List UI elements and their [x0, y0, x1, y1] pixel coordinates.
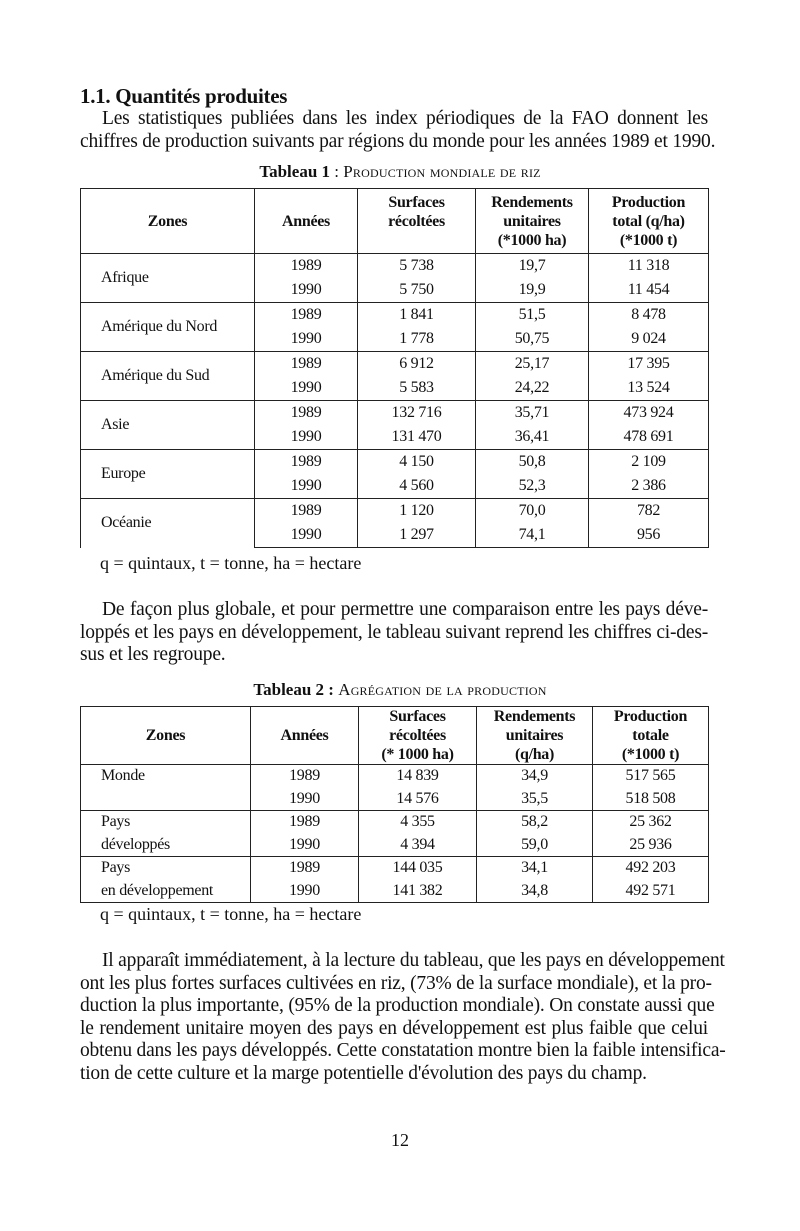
header-line: Surfaces [388, 193, 445, 211]
production-cell: 9 024 [589, 327, 709, 352]
table-row [81, 834, 709, 857]
production-cell: 473 924 [589, 401, 709, 426]
surface-cell: 1 297 [358, 523, 476, 548]
table1-caption [0, 162, 800, 182]
rendement-cell: 59,0 [477, 834, 593, 857]
surface-cell: 4 560 [358, 474, 476, 499]
header-line: Production [613, 708, 688, 725]
header-line: Rendements [491, 193, 573, 211]
table-row [81, 811, 709, 834]
surface-cell: 14 576 [359, 788, 477, 811]
rendement-cell: 35,71 [476, 401, 589, 426]
year-cell: 1990 [251, 834, 359, 857]
header-line: Surfaces [389, 708, 446, 725]
table-row [81, 880, 709, 903]
surface-cell: 132 716 [358, 401, 476, 426]
surface-cell: 5 750 [358, 278, 476, 303]
table1-caption-label: Tableau 1 [259, 162, 331, 181]
paragraph-line: duction la plus importante, (95% de la production mondiale). On constate aussi que [80, 995, 715, 1016]
paragraph-line: Il apparaît immédiatement, à la lecture du tableau, que les pays en développement [102, 950, 725, 971]
year-cell: 1990 [255, 523, 358, 548]
header-zones: Zones [81, 189, 255, 254]
table-row [81, 450, 709, 475]
header-surfaces [358, 189, 476, 254]
surface-cell: 1 120 [358, 499, 476, 524]
header-production [589, 189, 709, 254]
surface-cell: 1 841 [358, 303, 476, 328]
surface-cell: 4 150 [358, 450, 476, 475]
paragraph-line: tion de cette culture et la marge potentielle d'évolution des pays du champ. [80, 1062, 647, 1084]
surface-cell: 5 738 [358, 254, 476, 279]
year-cell: 1989 [255, 303, 358, 328]
rendement-cell: 34,1 [477, 857, 593, 880]
table2-caption [0, 680, 800, 700]
zone-cell: Pays [81, 811, 251, 834]
production-cell: 17 395 [589, 352, 709, 377]
header-line: (q/ha) [514, 746, 555, 763]
page-number: 12 [391, 1130, 409, 1150]
surface-cell: 141 382 [359, 880, 477, 903]
rendement-cell: 36,41 [476, 425, 589, 450]
surface-cell: 131 470 [358, 425, 476, 450]
table-row [81, 303, 709, 328]
production-cell: 25 936 [593, 834, 709, 857]
zone-cell: Océanie [81, 499, 255, 548]
year-cell: 1989 [255, 499, 358, 524]
header-line: totale [632, 727, 669, 744]
zone-cell: en développement [81, 880, 251, 903]
table2-caption-label: Tableau 2 : [253, 680, 334, 699]
rendement-cell: 34,8 [477, 880, 593, 903]
production-cell: 478 691 [589, 425, 709, 450]
conclusion-paragraph [80, 950, 726, 1085]
paragraph-line: sus et les regroupe. [80, 644, 226, 665]
rendement-cell: 19,7 [476, 254, 589, 279]
table-header-row [81, 707, 709, 765]
production-cell: 11 454 [589, 278, 709, 303]
production-cell: 13 524 [589, 376, 709, 401]
production-cell: 492 571 [593, 880, 709, 903]
year-cell: 1990 [255, 278, 358, 303]
surface-cell: 4 355 [359, 811, 477, 834]
rendement-cell: 51,5 [476, 303, 589, 328]
zone-cell: Pays [81, 857, 251, 880]
header-line: unitaires [505, 727, 564, 744]
production-cell: 517 565 [593, 765, 709, 788]
header-annees: Années [255, 189, 358, 254]
table-production-mondiale [80, 188, 709, 548]
header-surfaces [359, 707, 477, 765]
surface-cell: 1 778 [358, 327, 476, 352]
surface-cell: 14 839 [359, 765, 477, 788]
paragraph-line: le rendement unitaire moyen des pays en développement est plus faible que celui [80, 1017, 708, 1039]
zone-cell: Asie [81, 401, 255, 450]
surface-cell: 5 583 [358, 376, 476, 401]
year-cell: 1989 [251, 811, 359, 834]
surface-cell: 4 394 [359, 834, 477, 857]
production-cell: 11 318 [589, 254, 709, 279]
year-cell: 1989 [255, 450, 358, 475]
production-cell: 2 386 [589, 474, 709, 499]
surface-cell: 6 912 [358, 352, 476, 377]
header-zones: Zones [81, 707, 251, 765]
paragraph-line: loppés et les pays en développement, le tableau suivant reprend les chiffres ci-des- [80, 621, 708, 643]
year-cell: 1990 [255, 474, 358, 499]
zone-cell: Amérique du Nord [81, 303, 255, 352]
production-cell: 782 [589, 499, 709, 524]
rendement-cell: 34,9 [477, 765, 593, 788]
zone-cell: développés [81, 834, 251, 857]
header-line: (*1000 t) [621, 746, 680, 763]
table-row [81, 254, 709, 279]
rendement-cell: 70,0 [476, 499, 589, 524]
zone-cell: Afrique [81, 254, 255, 303]
header-line: (*1000 ha) [497, 231, 567, 249]
production-cell: 956 [589, 523, 709, 548]
table-row [81, 765, 709, 788]
header-line: unitaires [503, 212, 561, 230]
header-annees: Années [251, 707, 359, 765]
header-production [593, 707, 709, 765]
header-line: récoltées [388, 212, 445, 230]
rendement-cell: 50,75 [476, 327, 589, 352]
header-line: (* 1000 ha) [381, 746, 454, 763]
section-heading: 1.1. Quantités produites [80, 84, 288, 108]
header-rendements [477, 707, 593, 765]
year-cell: 1989 [251, 765, 359, 788]
table1-caption-sep: : [330, 162, 344, 181]
year-cell: 1989 [255, 254, 358, 279]
zone-cell [81, 788, 251, 811]
rendement-cell: 74,1 [476, 523, 589, 548]
intro-paragraph [80, 108, 716, 153]
year-cell: 1989 [255, 401, 358, 426]
surface-cell: 144 035 [359, 857, 477, 880]
production-cell: 2 109 [589, 450, 709, 475]
table1-caption-title: Production mondiale de riz [343, 162, 541, 181]
zone-cell: Monde [81, 765, 251, 788]
table-header-row [81, 189, 709, 254]
transition-paragraph [80, 599, 708, 667]
rendement-cell: 25,17 [476, 352, 589, 377]
production-cell: 518 508 [593, 788, 709, 811]
header-rendements [476, 189, 589, 254]
rendement-cell: 35,5 [477, 788, 593, 811]
production-cell: 25 362 [593, 811, 709, 834]
table-row [81, 401, 709, 426]
table-row [81, 499, 709, 524]
table2-caption-title: Agrégation de la production [338, 680, 547, 699]
rendement-cell: 58,2 [477, 811, 593, 834]
table-row [81, 788, 709, 811]
production-cell: 8 478 [589, 303, 709, 328]
header-line: total (q/ha) [612, 212, 685, 230]
table-row [81, 857, 709, 880]
header-line [358, 231, 475, 250]
year-cell: 1989 [251, 857, 359, 880]
paragraph-line: obtenu dans les pays développés. Cette constatation montre bien la faible intensifica- [80, 1040, 726, 1061]
header-line: (*1000 t) [619, 231, 678, 249]
table1-units-note: q = quintaux, t = tonne, ha = hectare [100, 553, 362, 573]
rendement-cell: 19,9 [476, 278, 589, 303]
zone-cell: Europe [81, 450, 255, 499]
header-line: Rendements [493, 708, 576, 725]
year-cell: 1990 [255, 425, 358, 450]
rendement-cell: 52,3 [476, 474, 589, 499]
year-cell: 1990 [255, 327, 358, 352]
year-cell: 1989 [255, 352, 358, 377]
zone-cell: Amérique du Sud [81, 352, 255, 401]
table2-units-note: q = quintaux, t = tonne, ha = hectare [100, 904, 362, 924]
year-cell: 1990 [251, 788, 359, 811]
table-agregation-production [80, 706, 709, 903]
header-line: récoltées [389, 727, 446, 744]
year-cell: 1990 [255, 376, 358, 401]
paragraph-line: Les statistiques publiées dans les index périodiques de la FAO donnent les [102, 108, 708, 129]
paragraph-line: ont les plus fortes surfaces cultivées en riz, (73% de la surface mondiale), et la pro- [80, 972, 712, 994]
table-row [81, 352, 709, 377]
rendement-cell: 50,8 [476, 450, 589, 475]
rendement-cell: 24,22 [476, 376, 589, 401]
production-cell: 492 203 [593, 857, 709, 880]
year-cell: 1990 [251, 880, 359, 903]
header-line: Production [611, 193, 686, 211]
paragraph-line: chiffres de production suivants par régions du monde pour les années 1989 et 1990. [80, 130, 716, 152]
paragraph-line: De façon plus globale, et pour permettre une comparaison entre les pays déve- [102, 599, 708, 620]
